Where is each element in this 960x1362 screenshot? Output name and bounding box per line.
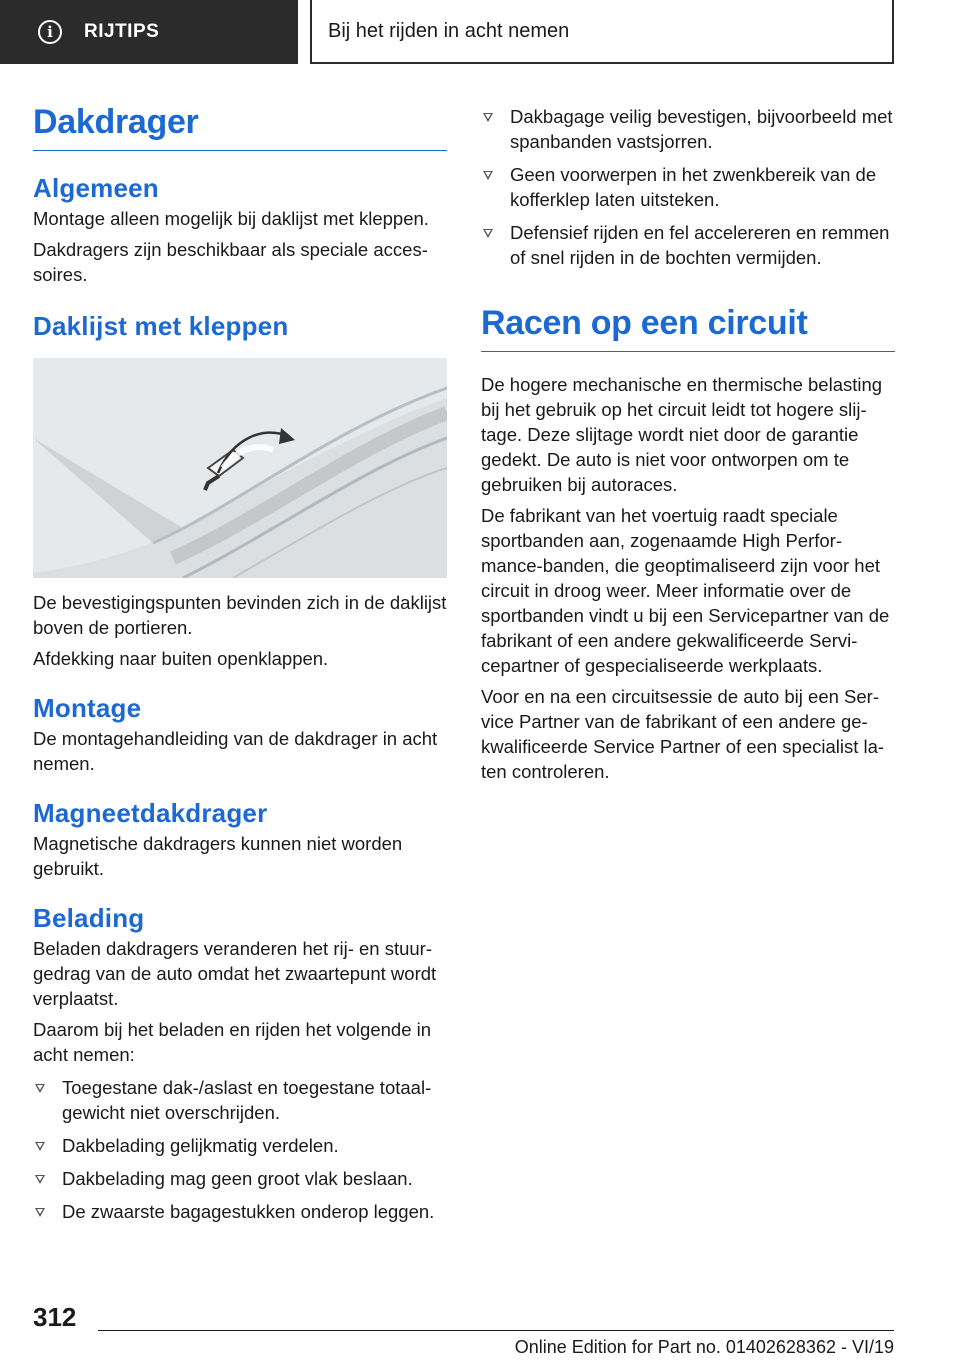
page-title-dakdrager: Dakdrager	[33, 103, 447, 151]
heading-daklijst: Daklijst met kleppen	[33, 311, 289, 341]
text-daklijst-2: Afdekking naar buiten openklappen.	[33, 648, 329, 669]
text-daklijst-1: De bevestigingspunten bevinden zich in de daklijst boven de portieren.	[33, 592, 447, 638]
heading-algemeen: Algemeen	[33, 173, 159, 203]
text-belading-1: Beladen dakdragers veranderen het rij- en stuurgedrag van de auto omdat het zwaartepunt wordt verplaatst.	[33, 938, 437, 1009]
list-item: Defensief rijden en fel accelereren en remmen of snel rijden in de bochten vermijden.	[481, 220, 895, 270]
triangle-bullet-icon	[483, 113, 493, 122]
triangle-bullet-icon	[35, 1142, 45, 1151]
text-algemeen-2: Dakdragers zijn beschikbaar als speciale accessoires.	[33, 239, 428, 285]
header-chapter-title: Bij het rijden in acht nemen	[310, 0, 894, 64]
heading-belading: Belading	[33, 903, 145, 933]
footer-edition: Online Edition for Part no. 01402628362 - VI/19	[514, 1337, 894, 1357]
left-column	[33, 100, 447, 1224]
text-belading-2: Daarom bij het beladen en rijden het volgende in acht nemen:	[33, 1019, 432, 1065]
triangle-bullet-icon	[483, 171, 493, 180]
text-circuit-1: De hogere mechanische en thermische belasting bij het gebruik op het circuit leidt tot hogere slijtage. Deze slijtage wordt niet door de garantie gedekt. De auto is niet voor ontworpen om te gebruiken bij autoraces.	[481, 374, 883, 495]
belading-list	[33, 1075, 447, 1224]
triangle-bullet-icon	[35, 1084, 45, 1093]
header-section-label: RIJTIPS	[84, 21, 160, 42]
dakbagage-list	[481, 104, 895, 270]
heading-montage: Montage	[33, 693, 142, 723]
header-section-tab	[0, 0, 298, 64]
triangle-bullet-icon	[483, 229, 493, 238]
triangle-bullet-icon	[35, 1208, 45, 1217]
roof-rail-illustration	[33, 358, 447, 578]
list-item: Dakbelading mag geen groot vlak beslaan.	[33, 1166, 447, 1191]
list-item: Dakbelading gelijkmatig verdelen.	[33, 1133, 447, 1158]
roof-rail-drawing	[33, 358, 447, 578]
text-algemeen-1: Montage alleen mogelijk bij daklijst met kleppen.	[33, 208, 429, 229]
heading-magneetdakdrager: Magneetdakdrager	[33, 798, 268, 828]
list-item: Toegestane dak-/aslast en toegestane totaalgewicht niet overschrijden.	[33, 1075, 447, 1125]
text-montage: De montagehandleiding van de dakdrager in acht nemen.	[33, 728, 438, 774]
triangle-bullet-icon	[35, 1175, 45, 1184]
info-icon: i	[38, 20, 62, 44]
text-circuit-3: Voor en na een circuitsessie de auto bij een Service Partner van de fabrikant of een andere gekwalificeerde Service Partner of een specialist laten controleren.	[481, 686, 885, 782]
right-column	[481, 100, 895, 784]
page-number: 312	[33, 1302, 77, 1332]
list-item: De zwaarste bagagestukken onderop leggen.	[33, 1199, 447, 1224]
list-item: Dakbagage veilig bevestigen, bijvoorbeeld met spanbanden vastsjorren.	[481, 104, 895, 154]
footer-divider	[98, 1330, 894, 1331]
list-item: Geen voorwerpen in het zwenkbereik van de kofferklep laten uitsteken.	[481, 162, 895, 212]
text-magneetdakdrager: Magnetische dakdragers kunnen niet worden gebruikt.	[33, 833, 403, 879]
text-circuit-2: De fabrikant van het voertuig raadt speciale sportbanden aan, zogenaamde High Performance-banden, die geoptimaliseerd zijn voor het circuit in droog weer. Meer informatie over de sportbanden vindt u bij een Servicepartner van de fabrikant of een andere gekwalificeerde Servicepartner of gespecialiseerde werkplaats.	[481, 505, 890, 676]
heading-racen-op-een-circuit: Racen op een circuit	[481, 304, 895, 352]
